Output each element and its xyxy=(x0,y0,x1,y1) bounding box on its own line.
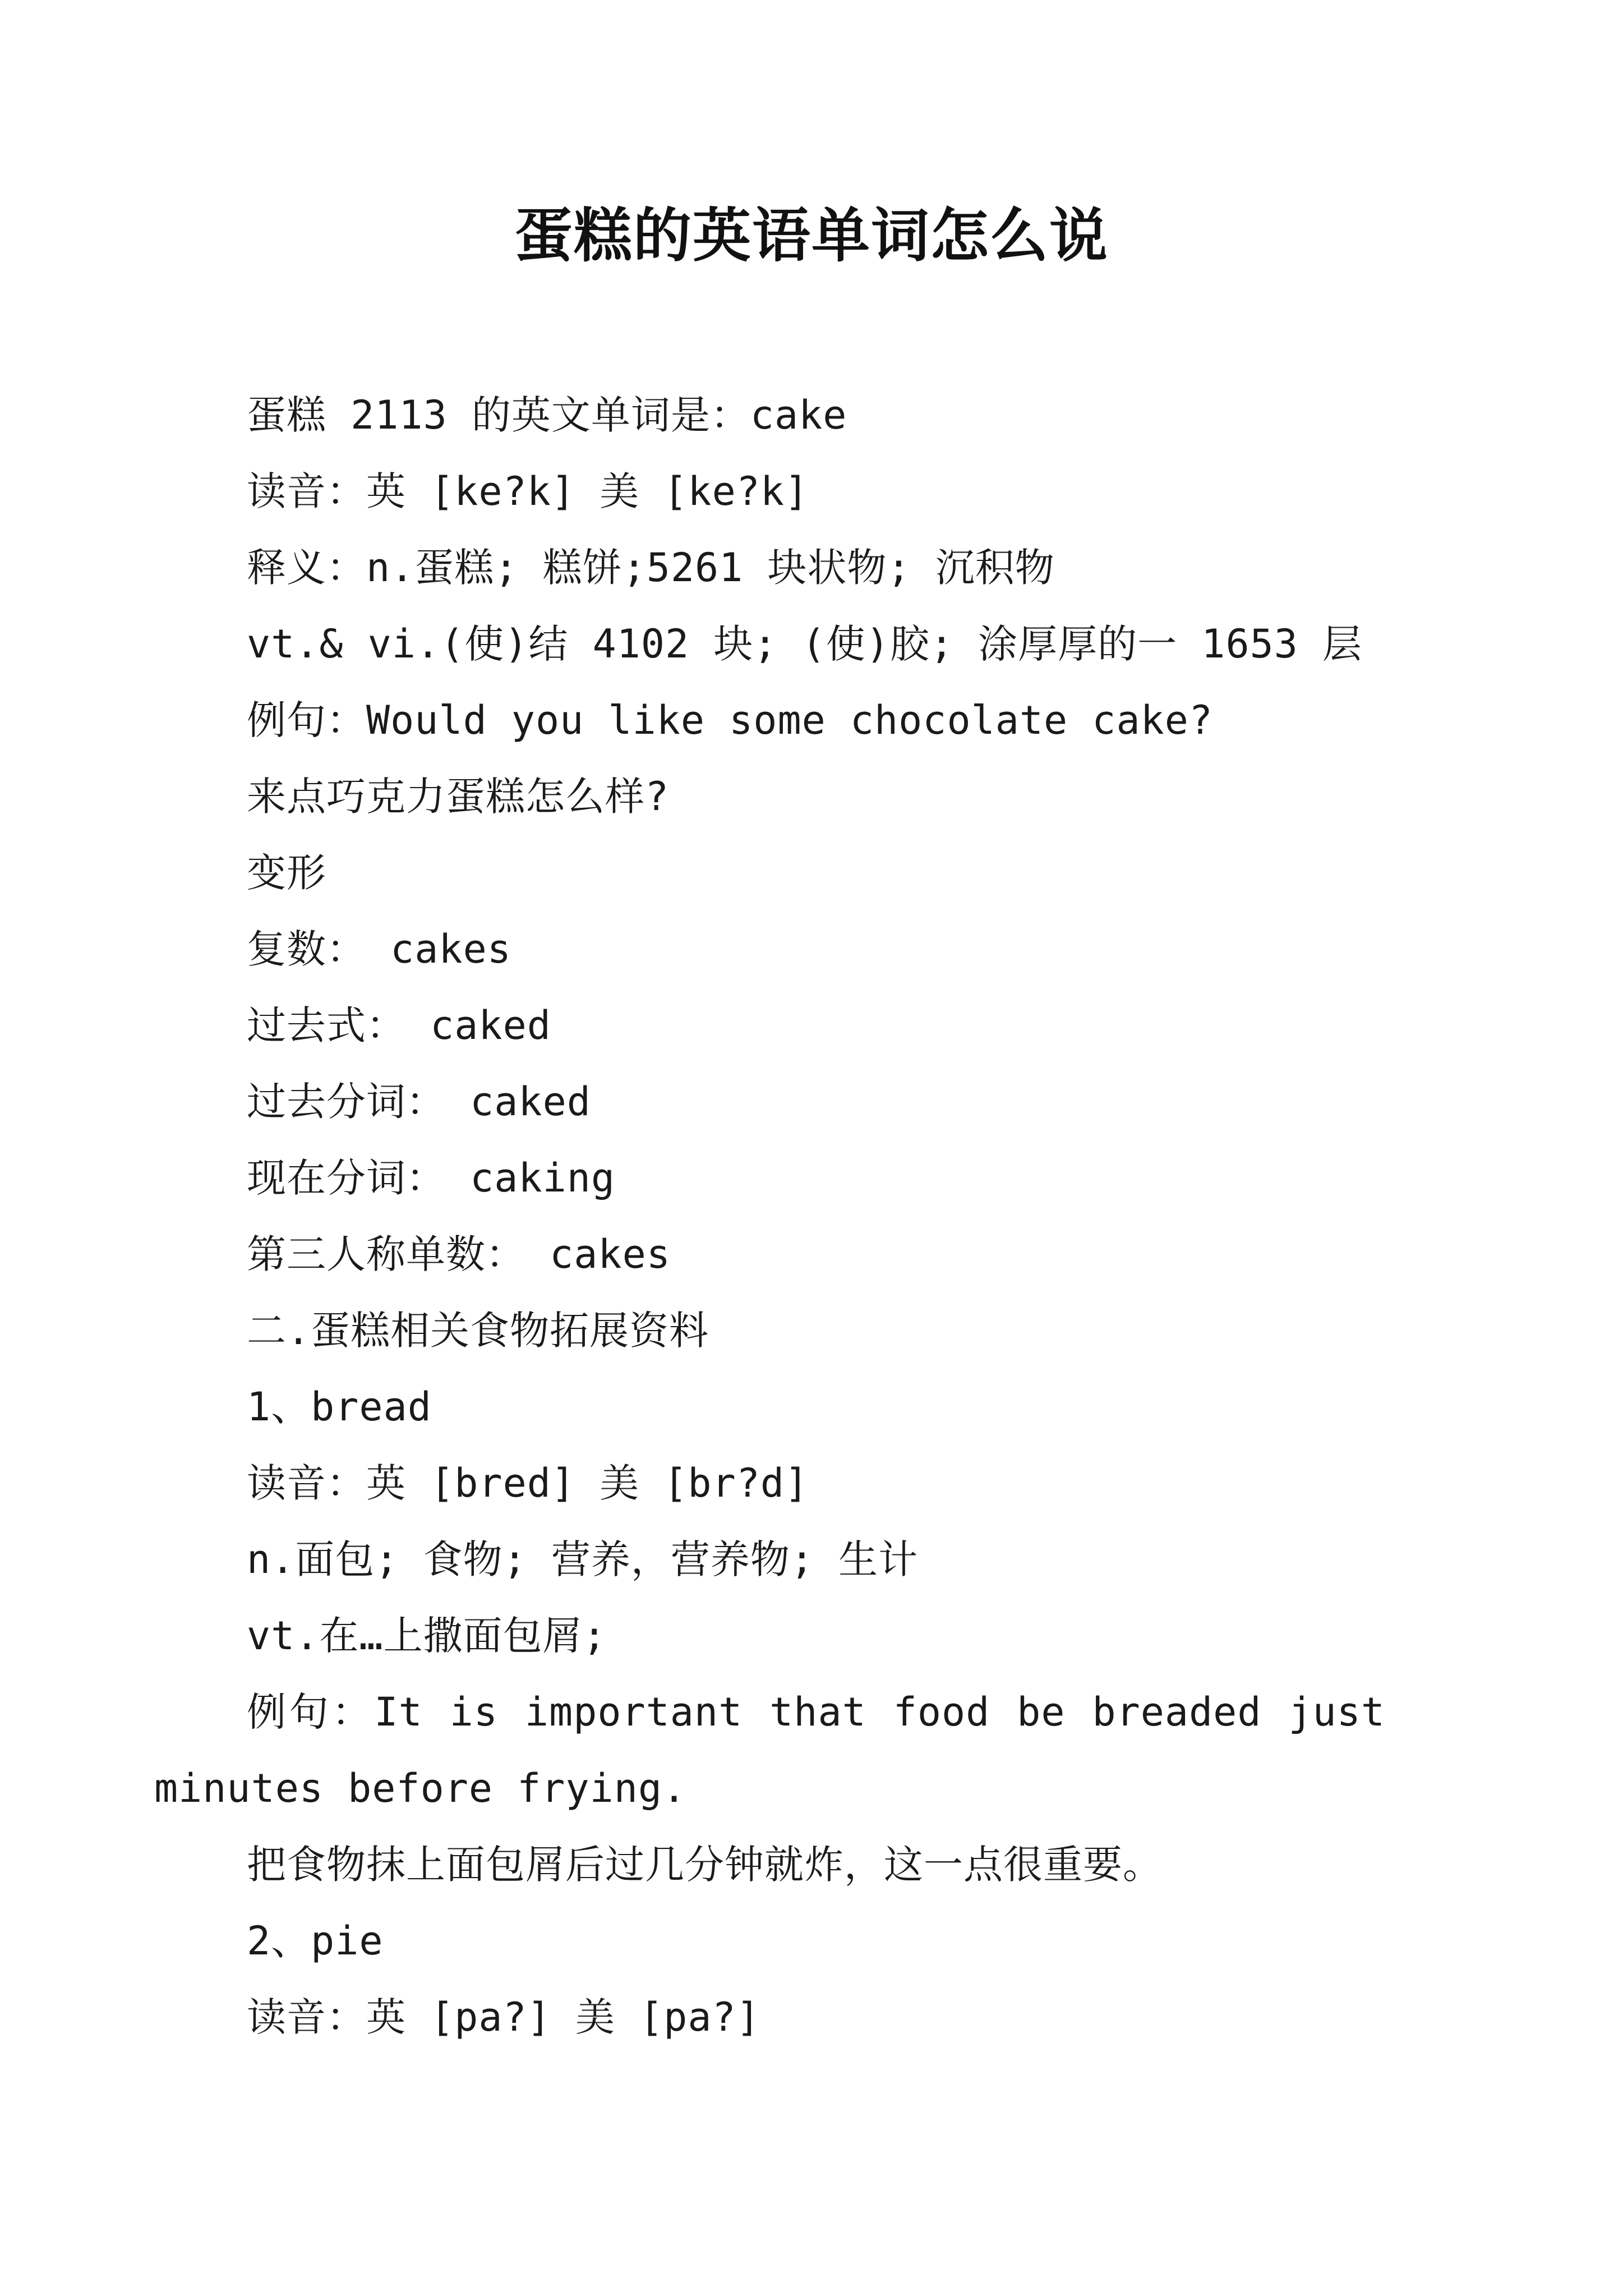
paragraph-line: 二.蛋糕相关食物拓展资料 xyxy=(247,1308,709,1354)
paragraph-line: 第三人称单数： cakes xyxy=(247,1231,671,1277)
paragraph-line: 来点巧克力蛋糕怎么样? xyxy=(247,774,670,820)
paragraph-line: 1、bread xyxy=(247,1384,432,1430)
paragraph-line: minutes before frying. xyxy=(154,1765,687,1811)
paragraph-line: vt.& vi.(使)结 4102 块; (使)胶; 涂厚厚的一 1653 层 xyxy=(247,621,1363,667)
paragraph-line: 例句：Would you like some chocolate cake? xyxy=(247,697,1214,743)
paragraph-line: 复数： cakes xyxy=(247,926,511,972)
paragraph-line: 释义：n.蛋糕; 糕饼;5261 块状物; 沉积物 xyxy=(247,545,1055,591)
paragraph-line: 读音：英 [bred] 美 [br?d] xyxy=(247,1460,809,1506)
paragraph-line: 变形 xyxy=(247,850,326,896)
paragraph-line: 把食物抹上面包屑后过几分钟就炸，这一点很重要。 xyxy=(247,1842,1163,1888)
paragraph-line: 例句：It is important that food be breaded just xyxy=(247,1689,1385,1735)
paragraph-line: 蛋糕 2113 的英文单词是：cake xyxy=(247,392,847,438)
paragraph-line: 现在分词： caking xyxy=(247,1155,616,1201)
paragraph-line: 过去分词： caked xyxy=(247,1079,591,1125)
paragraph-line: n.面包; 食物; 营养，营养物; 生计 xyxy=(247,1536,919,1582)
paragraph-line: 2、pie xyxy=(247,1918,384,1964)
document-title: 蛋糕的英语单词怎么说 xyxy=(514,201,1109,270)
paragraph-line: 过去式： caked xyxy=(247,1002,551,1048)
paragraph-line: 读音：英 [pa?] 美 [pa?] xyxy=(247,1994,760,2040)
paragraph-line: vt.在…上撒面包屑; xyxy=(247,1613,607,1659)
document-body xyxy=(154,377,1385,2055)
paragraph-line: 读音：英 [ke?k] 美 [ke?k] xyxy=(247,468,809,514)
